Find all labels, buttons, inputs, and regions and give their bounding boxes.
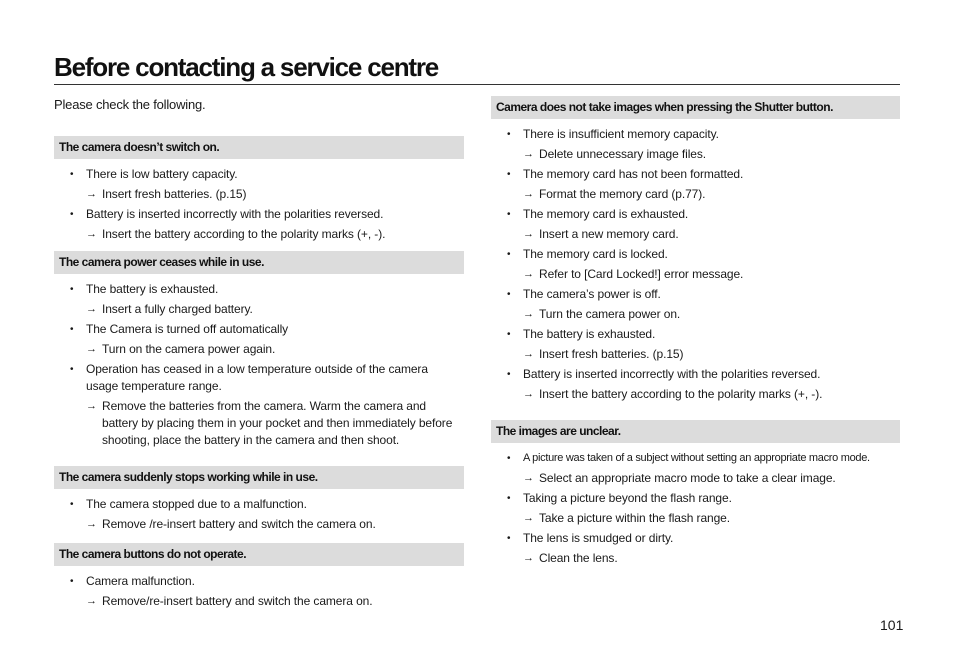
solution-text: Clean the lens.: [539, 551, 618, 565]
solution-text: Insert a fully charged battery.: [102, 302, 253, 316]
troubleshoot-item: [491, 530, 900, 567]
cause-text: • Battery is inserted incorrectly with the polarities reversed.: [491, 366, 900, 383]
right-column: [491, 96, 900, 570]
solution-text: Refer to [Card Locked!] error message.: [539, 267, 744, 281]
troubleshoot-item: [491, 246, 900, 283]
section-header: The camera suddenly stops working while in use.: [54, 466, 464, 489]
section-header: The camera buttons do not operate.: [54, 543, 464, 566]
arrow-icon: →: [523, 512, 534, 524]
troubleshoot-item: [54, 206, 464, 243]
arrow-icon: →: [523, 472, 534, 484]
section-header: The images are unclear.: [491, 420, 900, 443]
section-header: The camera doesn’t switch on.: [54, 136, 464, 159]
section-images-unclear: [491, 420, 900, 567]
arrow-icon: →: [86, 228, 97, 240]
arrow-icon: →: [523, 308, 534, 320]
troubleshoot-item: [54, 361, 464, 449]
cause-text: • There is low battery capacity.: [54, 166, 464, 183]
troubleshoot-item: [491, 326, 900, 363]
solution-text: Remove /re-insert battery and switch the camera on.: [102, 517, 376, 531]
arrow-icon: →: [523, 268, 534, 280]
troubleshoot-item: [54, 496, 464, 533]
cause-text: • Camera malfunction.: [54, 573, 464, 590]
cause-text: • The memory card is locked.: [491, 246, 900, 263]
arrow-icon: →: [86, 518, 97, 530]
solution-text: Turn on the camera power again.: [102, 342, 276, 356]
arrow-icon: →: [523, 148, 534, 160]
cause-text: • Battery is inserted incorrectly with the polarities reversed.: [54, 206, 464, 223]
arrow-icon: →: [523, 228, 534, 240]
troubleshoot-item: [491, 286, 900, 323]
intro-text: Please check the following.: [54, 97, 206, 112]
solution-text: Insert the battery according to the polarity marks (+, -).: [539, 387, 823, 401]
page-number: 101: [880, 617, 904, 633]
cause-text: • The battery is exhausted.: [491, 326, 900, 343]
section-header: Camera does not take images when pressing the Shutter button.: [491, 96, 900, 119]
solution-text: Insert fresh batteries. (p.15): [539, 347, 684, 361]
troubleshoot-item: [54, 573, 464, 610]
troubleshoot-item: [491, 450, 900, 487]
solution-text: Insert fresh batteries. (p.15): [102, 187, 247, 201]
solution-text: Insert a new memory card.: [539, 227, 679, 241]
cause-text: • The memory card is exhausted.: [491, 206, 900, 223]
section-buttons-not-operate: [54, 543, 464, 610]
arrow-icon: →: [86, 188, 97, 200]
section-suddenly-stops: [54, 466, 464, 543]
cause-text: • The camera stopped due to a malfunction.: [54, 496, 464, 513]
cause-text: • The lens is smudged or dirty.: [491, 530, 900, 547]
section-power-ceases: [54, 251, 464, 466]
solution-text: Remove/re-insert battery and switch the camera on.: [102, 594, 373, 608]
cause-text: • The Camera is turned off automatically: [54, 321, 464, 338]
troubleshoot-item: [491, 490, 900, 527]
troubleshoot-item: [54, 321, 464, 358]
cause-text: • Taking a picture beyond the flash range.: [491, 490, 900, 507]
solution-text: Take a picture within the flash range.: [539, 511, 730, 525]
arrow-icon: →: [523, 388, 534, 400]
arrow-icon: →: [523, 552, 534, 564]
solution-text: Remove the batteries from the camera. Warm the camera and battery by placing them in your pocket and then immediately before shooting, place the battery in the camera and then shoot.: [102, 399, 453, 447]
cause-text: • A picture was taken of a subject without setting an appropriate macro mode.: [491, 450, 900, 467]
left-column: [54, 136, 464, 613]
troubleshoot-item: [491, 126, 900, 163]
arrow-icon: →: [523, 188, 534, 200]
arrow-icon: →: [86, 343, 97, 355]
arrow-icon: →: [523, 348, 534, 360]
troubleshoot-item: [491, 206, 900, 243]
solution-text: Turn the camera power on.: [539, 307, 681, 321]
section-header: The camera power ceases while in use.: [54, 251, 464, 274]
solution-text: Format the memory card (p.77).: [539, 187, 706, 201]
section-camera-no-switch-on: [54, 136, 464, 251]
page-title: Before contacting a service centre: [54, 52, 439, 82]
cause-text: • The camera’s power is off.: [491, 286, 900, 303]
cause-text: • There is insufficient memory capacity.: [491, 126, 900, 143]
troubleshoot-item: [491, 166, 900, 203]
cause-text: • The memory card has not been formatted.: [491, 166, 900, 183]
title-divider: [54, 84, 900, 85]
section-shutter-no-image: [491, 96, 900, 420]
cause-text: • The battery is exhausted.: [54, 281, 464, 298]
troubleshoot-item: [491, 366, 900, 403]
troubleshoot-item: [54, 166, 464, 203]
cause-text: • Operation has ceased in a low temperature outside of the camera usage temperature range.: [54, 361, 464, 395]
solution-text: Insert the battery according to the polarity marks (+, -).: [102, 227, 386, 241]
solution-text: Select an appropriate macro mode to take a clear image.: [539, 471, 836, 485]
arrow-icon: →: [86, 595, 97, 607]
troubleshoot-item: [54, 281, 464, 318]
arrow-icon: →: [86, 303, 97, 315]
solution-text: Delete unnecessary image files.: [539, 147, 706, 161]
arrow-icon: →: [86, 400, 97, 412]
